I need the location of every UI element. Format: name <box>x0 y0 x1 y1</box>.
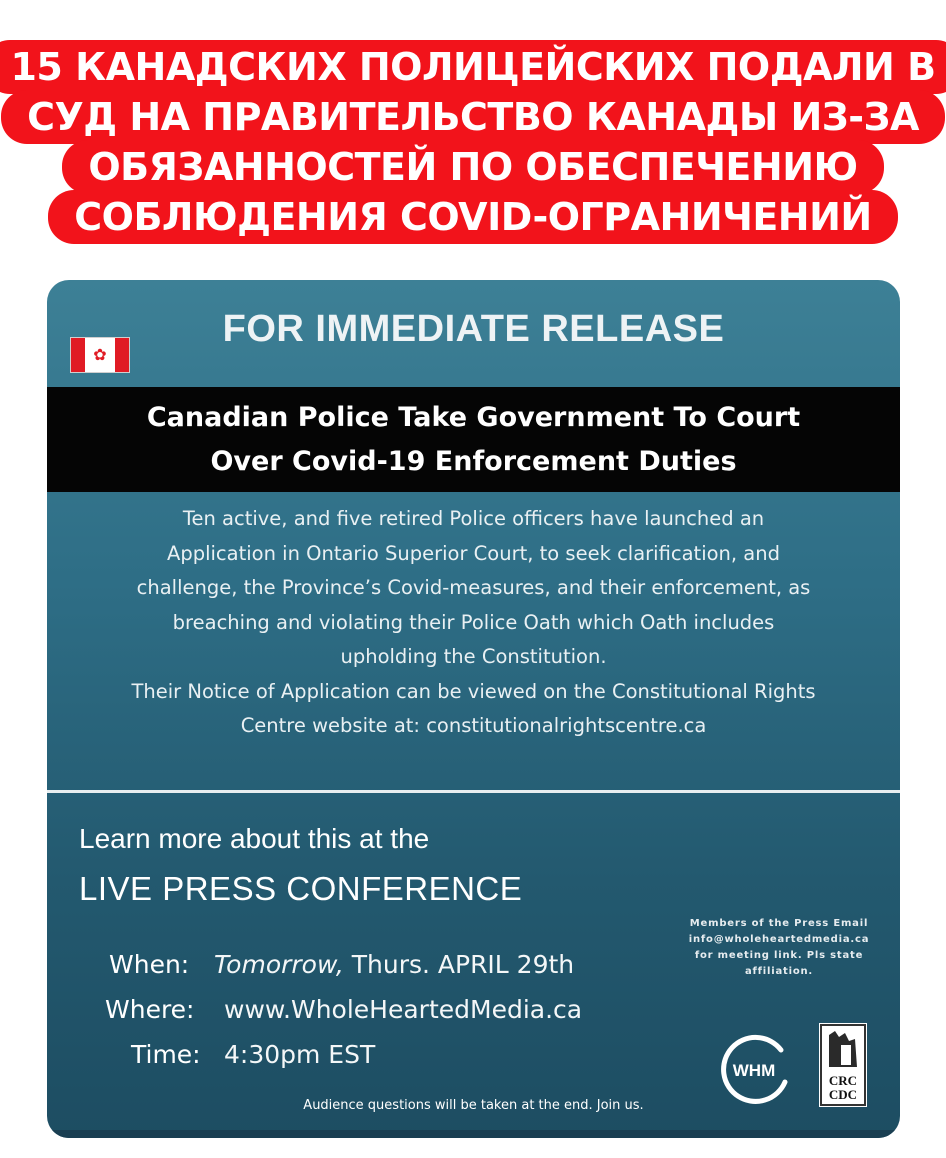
crc-logo <box>819 1023 867 1107</box>
release-label: FOR IMMEDIATE RELEASE <box>222 308 725 350</box>
press-line: Members of the Press Email <box>689 918 869 929</box>
body-line: breaching and violating their Police Oath which Oath includes <box>172 610 775 634</box>
bottom-strip <box>47 1130 900 1138</box>
when-italic: Tomorrow, <box>214 950 344 979</box>
crc-logo-line: CRC <box>828 1073 858 1088</box>
audience-note: Audience questions will be taken at the end. Join us. <box>303 1098 644 1113</box>
press-line: info@wholeheartedmedia.ca <box>688 934 870 945</box>
time-value: 4:30pm EST <box>224 1040 376 1069</box>
canada-flag-icon: ✿ <box>70 337 130 373</box>
live-press-heading: LIVE PRESS CONFERENCE <box>79 870 523 907</box>
body-line: Centre website at: constitutionalrightscentre.ca <box>240 714 707 737</box>
body-line: Ten active, and five retired Police officers have launched an <box>182 507 765 530</box>
whm-logo <box>715 1030 793 1108</box>
time-label: Time: <box>131 1040 201 1069</box>
body-line: challenge, the Province’s Covid-measures, and their enforcement, as <box>136 576 811 599</box>
release-title-line: Canadian Police Take Government To Court <box>146 401 801 433</box>
when-rest: Thurs. APRIL 29th <box>343 950 575 979</box>
where-label: Where: <box>105 995 195 1024</box>
headline-line: ОБЯЗАННОСТЕЙ ПО ОБЕСПЕЧЕНИЮ <box>62 140 883 194</box>
learn-more-text: Learn more about this at the <box>79 823 430 854</box>
headline-line: 15 КАНАДСКИХ ПОЛИЦЕЙСКИХ ПОДАЛИ В <box>0 40 946 94</box>
when-value <box>214 942 574 987</box>
body-line: Their Notice of Application can be viewed on the Constitutional Rights <box>131 679 816 703</box>
headline-line: СУД НА ПРАВИТЕЛЬСТВО КАНАДЫ ИЗ-ЗА <box>1 90 945 144</box>
press-line: for meeting link. Pls state <box>694 950 864 961</box>
headline-line: СОБЛЮДЕНИЯ COVID-ОГРАНИЧЕНИЙ <box>48 190 897 244</box>
body-line: upholding the Constitution. <box>340 645 607 668</box>
press-contact-note <box>663 916 895 980</box>
body-line: Application in Ontario Superior Court, to seek clarification, and <box>167 541 780 565</box>
release-body <box>67 502 880 744</box>
press-line: affiliation. <box>744 966 814 977</box>
where-value: www.WholeHeartedMedia.ca <box>224 995 583 1024</box>
crc-logo-line: CDC <box>828 1087 858 1102</box>
press-release-card <box>47 280 900 1138</box>
headline-banner <box>10 24 936 260</box>
release-title <box>47 387 900 492</box>
release-title-line: Over Covid-19 Enforcement Duties <box>210 445 737 477</box>
whm-logo-text: WHM <box>732 1061 776 1080</box>
when-label: When: <box>109 950 190 979</box>
section-divider <box>47 790 900 793</box>
